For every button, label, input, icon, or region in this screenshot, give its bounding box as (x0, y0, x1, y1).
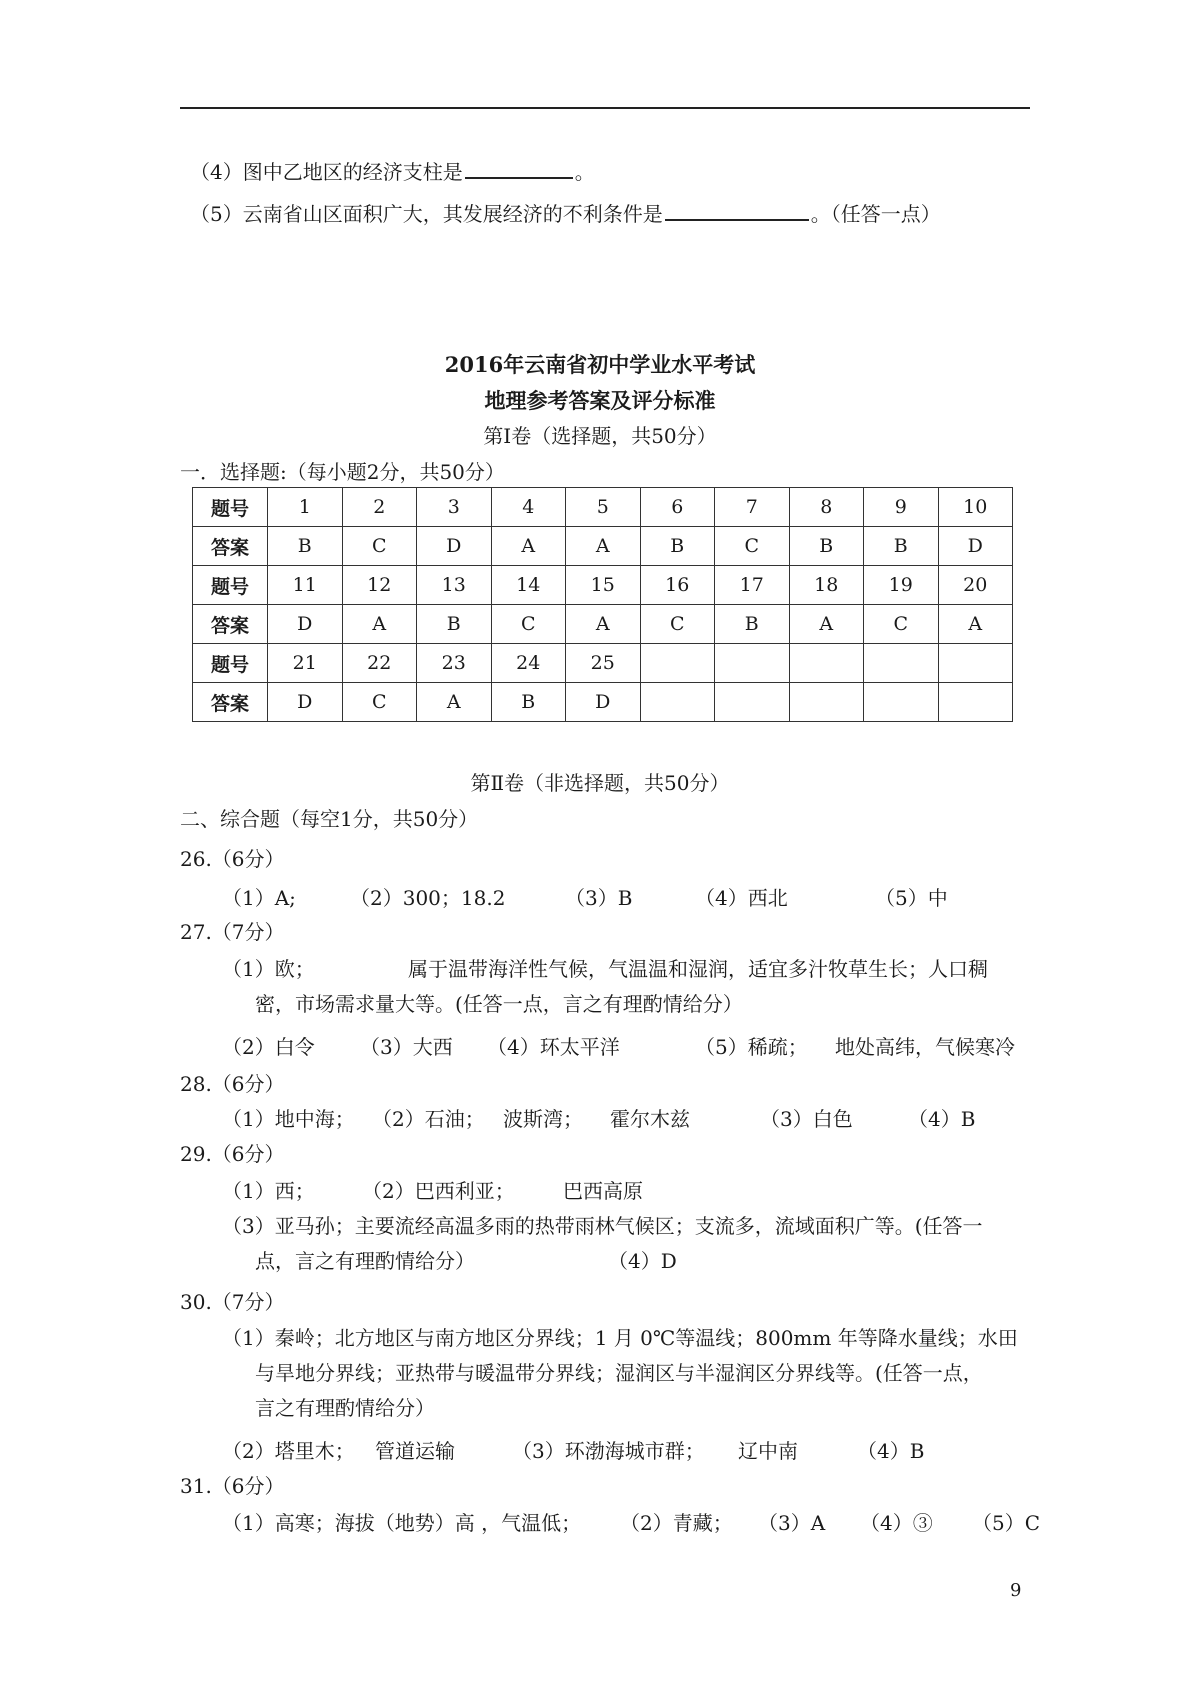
answer-cell: C (715, 527, 790, 566)
q31-answer-5: （5）C (972, 1511, 1041, 1535)
question-number-cell: 18 (789, 566, 864, 605)
header-rule (180, 107, 1030, 109)
question-number-cell (640, 644, 715, 683)
answer-cell: B (640, 527, 715, 566)
answer-cell: A (789, 605, 864, 644)
q28-answer-2: （2）石油； (372, 1107, 485, 1131)
q29-answer-3-cont: 点，言之有理酌情给分） (255, 1249, 475, 1273)
q30-answer-2: （2）塔里木； (222, 1439, 355, 1463)
answer-cell (864, 683, 939, 722)
choice-answer-table (192, 487, 1013, 722)
question-4: （4）图中乙地区的经济支柱是 。 (190, 155, 595, 185)
question-number-cell: 20 (938, 566, 1013, 605)
answer-cell (789, 683, 864, 722)
answer-cell: A (417, 683, 492, 722)
question-number-cell: 1 (268, 488, 343, 527)
question-number-cell (938, 644, 1013, 683)
answer-cell: C (491, 605, 566, 644)
q27-answer-1: （1）欧； (222, 957, 315, 981)
q27-answer-5-reason: 地处高纬，气候寒冷 (835, 1035, 1015, 1059)
q28-heading: 28.（6分） (180, 1072, 285, 1096)
q26-answer-4: （4）西北 (695, 886, 788, 910)
q27-answer-5: （5）稀疏； (695, 1035, 808, 1059)
question-number-cell: 24 (491, 644, 566, 683)
q26-answer-1: （1）A; (222, 886, 296, 910)
q31-answer-2: （2）青藏； (620, 1511, 733, 1535)
question-number-row (193, 488, 1013, 527)
q28-answer-1: （1）地中海； (222, 1107, 355, 1131)
q28-answer-2c: 霍尔木兹 (610, 1107, 690, 1131)
question-number-cell: 15 (566, 566, 641, 605)
q27-heading: 27.（7分） (180, 920, 285, 944)
question-number-cell (864, 644, 939, 683)
q27-answer-1-reason: 属于温带海洋性气候，气温温和湿润，适宜多汁牧草生长；人口稠 (408, 957, 988, 981)
q26-answer-2: （2）300；18.2 (350, 886, 506, 910)
q26-answer-5: （5）中 (875, 886, 948, 910)
q26-heading: 26.（6分） (180, 847, 285, 871)
question-number-cell (715, 644, 790, 683)
answer-cell (938, 683, 1013, 722)
question-number-cell: 11 (268, 566, 343, 605)
question-number-cell: 4 (491, 488, 566, 527)
q30-answer-4: （4）B (857, 1439, 925, 1463)
question-number-label: 题号 (193, 488, 268, 527)
answer-label: 答案 (193, 605, 268, 644)
answer-blank[interactable] (465, 155, 573, 179)
answer-cell: B (417, 605, 492, 644)
q26-answer-3: （3）B (565, 886, 633, 910)
question-number-label: 题号 (193, 566, 268, 605)
answer-cell (640, 683, 715, 722)
question-number-cell: 19 (864, 566, 939, 605)
question-number-cell: 14 (491, 566, 566, 605)
page-number: 9 (1010, 1580, 1022, 1601)
question-number-cell: 25 (566, 644, 641, 683)
q27-answer-1-cont: 密，市场需求量大等。(任答一点，言之有理酌情给分） (255, 992, 743, 1016)
section2-title: 二、综合题（每空1分，共50分） (180, 807, 479, 831)
question-number-cell: 6 (640, 488, 715, 527)
q30-answer-3b: 辽中南 (738, 1439, 798, 1463)
q30-answer-1: （1）秦岭；北方地区与南方地区分界线；1 月 0℃等温线；800mm 年等降水量线；水田 (222, 1326, 1018, 1350)
question-number-cell: 13 (417, 566, 492, 605)
q29-answer-3: （3）亚马孙；主要流经高温多雨的热带雨林气候区；支流多，流域面积广等。(任答一 (222, 1214, 983, 1238)
answer-cell: C (342, 683, 417, 722)
question-number-cell: 3 (417, 488, 492, 527)
q30-answer-1-cont: 与旱地分界线；亚热带与暖温带分界线；湿润区与半湿润区分界线等。(任答一点， (255, 1361, 983, 1385)
answer-row (193, 683, 1013, 722)
q29-answer-2b: 巴西高原 (563, 1179, 643, 1203)
answer-cell: A (938, 605, 1013, 644)
answer-cell: B (268, 527, 343, 566)
q30-answer-1-cont2: 言之有理酌情给分） (255, 1396, 435, 1420)
answer-cell: A (491, 527, 566, 566)
question-number-cell: 7 (715, 488, 790, 527)
answer-cell: D (938, 527, 1013, 566)
q30-answer-2b: 管道运输 (375, 1439, 455, 1463)
q28-answer-4: （4）B (908, 1107, 976, 1131)
answer-cell: D (268, 605, 343, 644)
question-number-cell: 5 (566, 488, 641, 527)
answer-cell: D (566, 683, 641, 722)
q31-answer-1: （1）高寒；海拔（地势）高 ，气温低； (222, 1511, 582, 1535)
answer-cell: A (566, 605, 641, 644)
answer-cell: D (268, 683, 343, 722)
q29-answer-2: （2）巴西利亚； (362, 1179, 515, 1203)
question-number-cell: 10 (938, 488, 1013, 527)
q29-answer-4: （4）D (608, 1249, 677, 1273)
q31-answer-3: （3）A (758, 1511, 826, 1535)
question-number-cell (789, 644, 864, 683)
question-number-cell: 12 (342, 566, 417, 605)
document-title: 2016年云南省初中学业水平考试 (444, 352, 756, 377)
question-number-row (193, 566, 1013, 605)
answer-cell: A (566, 527, 641, 566)
q27-answer-4: （4）环太平洋 (487, 1035, 620, 1059)
answer-row (193, 527, 1013, 566)
q28-answer-2b: 波斯湾； (503, 1107, 583, 1131)
part2-heading: 第Ⅱ卷（非选择题，共50分） (470, 771, 730, 795)
answer-cell: B (491, 683, 566, 722)
question-number-cell: 2 (342, 488, 417, 527)
question-number-label: 题号 (193, 644, 268, 683)
q30-heading: 30.（7分） (180, 1290, 285, 1314)
answer-cell: C (342, 527, 417, 566)
q27-answer-3: （3）大西 (360, 1035, 453, 1059)
question-number-cell: 16 (640, 566, 715, 605)
section1-title: 一．选择题:（每小题2分，共50分） (180, 460, 505, 484)
question-number-cell: 8 (789, 488, 864, 527)
q31-answer-4: （4）③ (860, 1511, 933, 1535)
q28-answer-3: （3）白色 (760, 1107, 853, 1131)
document-subtitle: 地理参考答案及评分标准 (484, 388, 716, 413)
answer-cell (715, 683, 790, 722)
answer-label: 答案 (193, 527, 268, 566)
part1-heading: 第Ⅰ卷（选择题，共50分） (483, 424, 717, 448)
answer-label: 答案 (193, 683, 268, 722)
answer-cell: B (789, 527, 864, 566)
answer-cell: C (864, 605, 939, 644)
question-number-cell: 22 (342, 644, 417, 683)
question-number-cell: 23 (417, 644, 492, 683)
answer-cell: D (417, 527, 492, 566)
answer-blank[interactable] (665, 197, 809, 221)
q29-heading: 29.（6分） (180, 1142, 285, 1166)
answer-cell: C (640, 605, 715, 644)
q31-heading: 31.（6分） (180, 1474, 285, 1498)
question-number-cell: 17 (715, 566, 790, 605)
answer-cell: B (864, 527, 939, 566)
answer-cell: B (715, 605, 790, 644)
question-number-cell: 9 (864, 488, 939, 527)
question-number-cell: 21 (268, 644, 343, 683)
question-5: （5）云南省山区面积广大，其发展经济的不利条件是 。（任答一点） (190, 197, 941, 227)
q30-answer-3: （3）环渤海城市群； (512, 1439, 705, 1463)
q27-answer-2: （2）白令 (222, 1035, 315, 1059)
answer-cell: A (342, 605, 417, 644)
question-number-row (193, 644, 1013, 683)
q29-answer-1: （1）西； (222, 1179, 315, 1203)
answer-row (193, 605, 1013, 644)
